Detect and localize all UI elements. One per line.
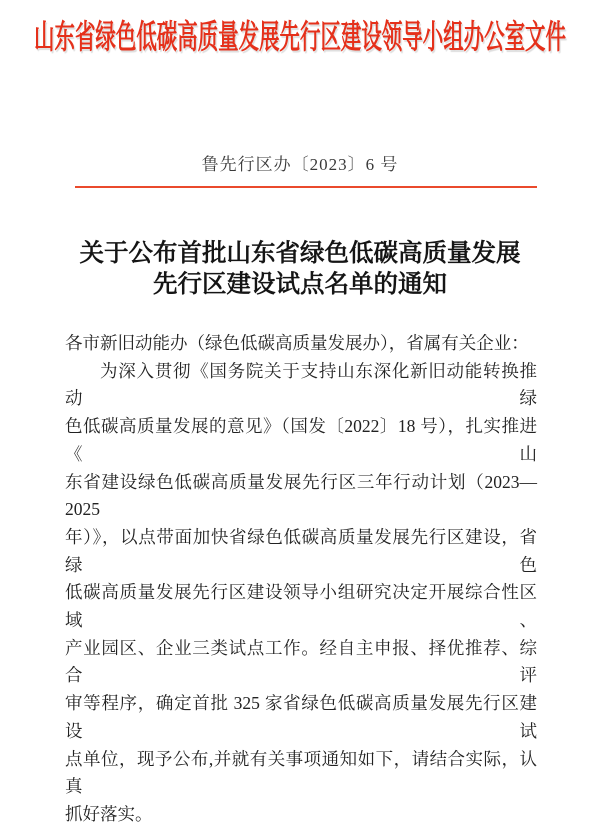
salutation-line: 各市新旧动能办（绿色低碳高质量发展办），省属有关企业： [65, 333, 529, 353]
body-line: 低碳高质量发展先行区建设领导小组研究决定开展综合性区域、 [65, 582, 537, 631]
red-header-banner [0, 0, 600, 64]
body-line: 抓好落实。 [65, 803, 153, 824]
body-line: 年）》，以点带面加快省绿色低碳高质量发展先行区建设，省绿色 [65, 526, 537, 575]
document-title-line-2: 先行区建设试点名单的通知 [153, 271, 447, 298]
document-number: 鲁先行区办〔2023〕6 号 [201, 155, 399, 174]
red-divider-rule [75, 186, 537, 188]
document-title [0, 238, 600, 300]
red-header-banner-text: 山东省绿色低碳高质量发展先行区建设领导小组办公室文件 [34, 20, 566, 56]
body-lines [65, 358, 537, 829]
body-line: 审等程序，确定首批 325 家省绿色低碳高质量发展先行区建设试 [65, 693, 537, 741]
document-title-line-1: 关于公布首批山东省绿色低碳高质量发展 [79, 240, 521, 267]
body-line: 点单位，现予公布,并就有关事项通知如下，请结合实际，认真 [65, 748, 537, 797]
body-paragraph [65, 330, 537, 829]
body-line: 产业园区、企业三类试点工作。经自主申报、择优推荐、综合评 [65, 637, 537, 686]
body-line: 色低碳高质量发展的意见》（国发〔2022〕18 号），扎实推进《山 [65, 416, 537, 464]
body-line: 为深入贯彻《国务院关于支持山东深化新旧动能转换推动绿 [65, 360, 537, 409]
body-line: 东省建设绿色低碳高质量发展先行区三年行动计划（2023—2025 [65, 471, 537, 520]
